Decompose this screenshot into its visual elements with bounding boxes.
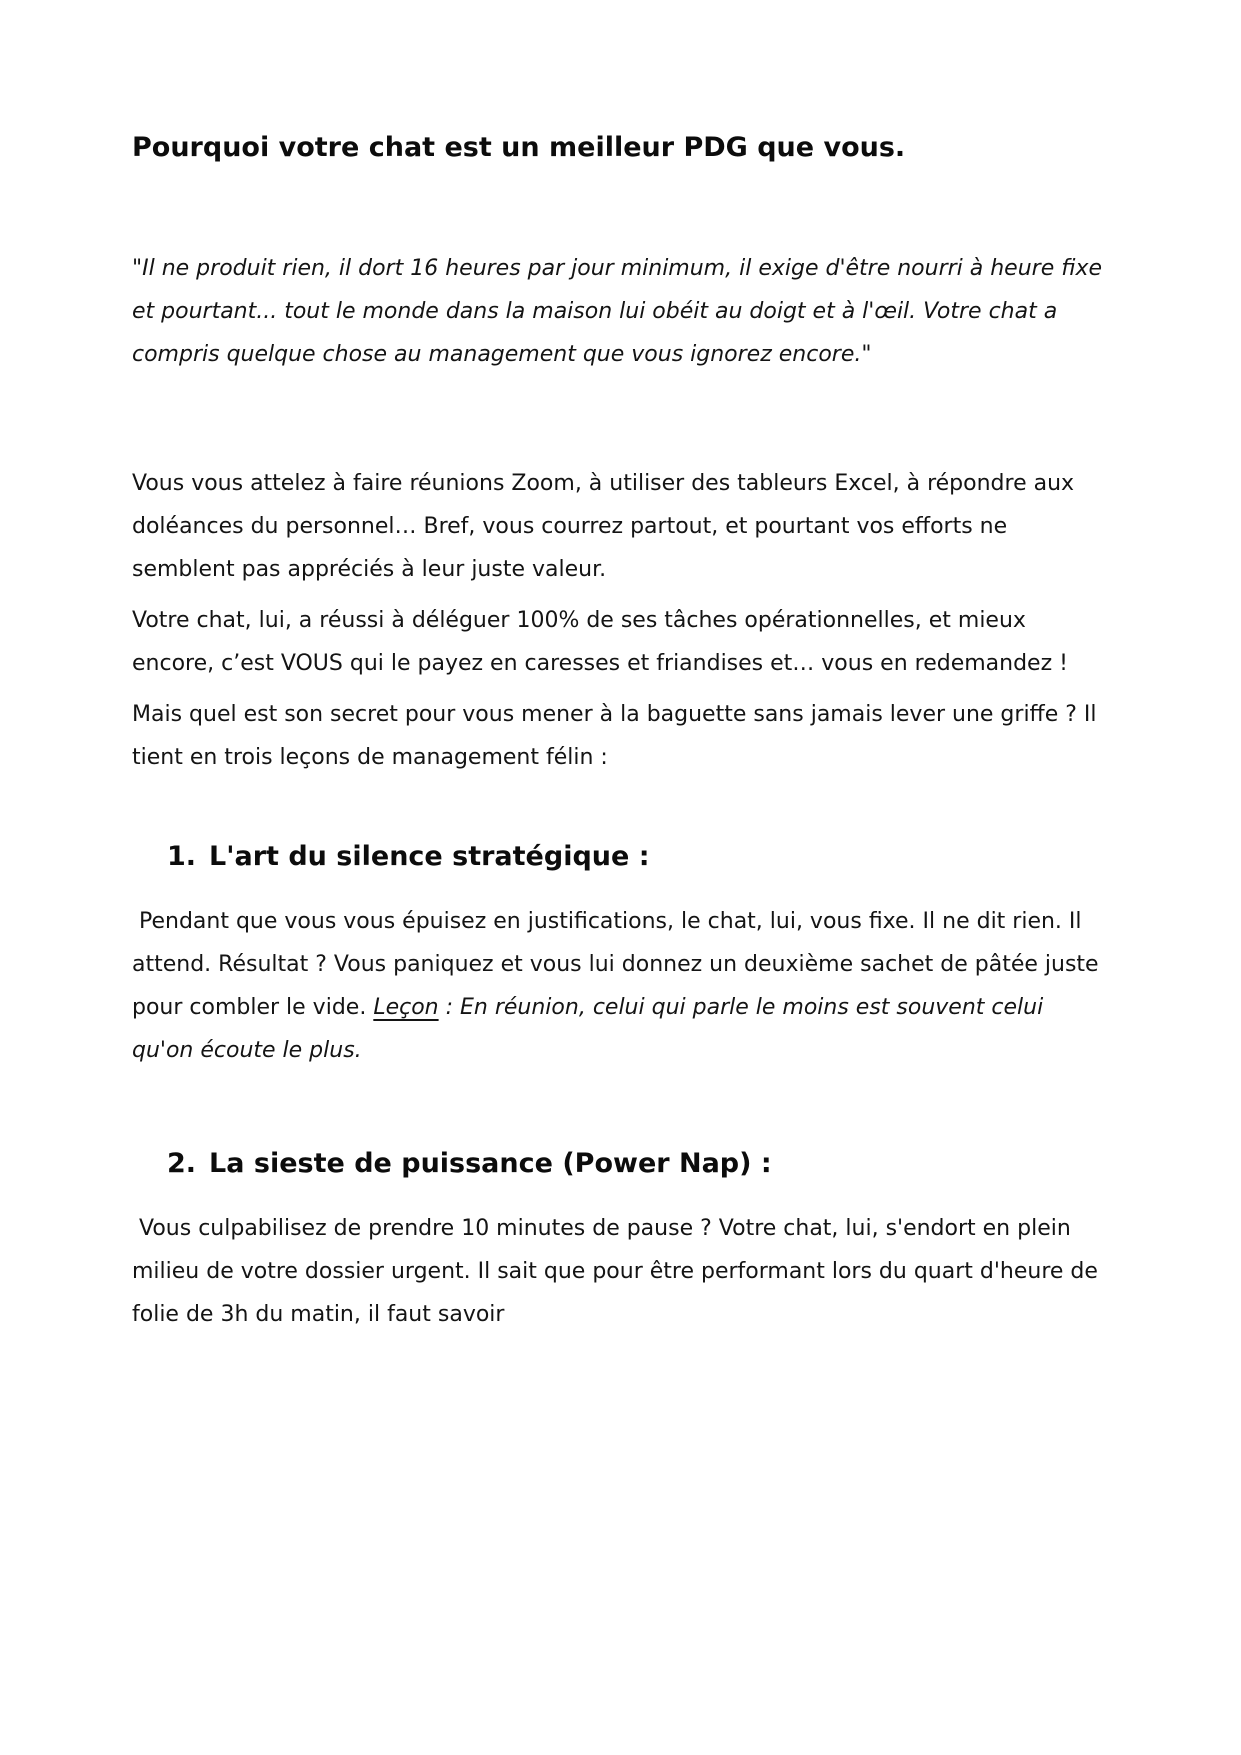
section-2-heading-text: La sieste de puissance (Power Nap) :: [209, 1148, 772, 1180]
section-1-body-text: Pendant que vous vous épuisez en justifications, le chat, lui, vous fixe. Il ne dit rien. Il attend. Résultat ? Vous paniquez et vous lui donnez un deuxième sachet de pâtée juste pour combler le vide.: [132, 909, 1106, 1021]
intro-paragraph-1: Vous vous attelez à faire réunions Zoom, à utiliser des tableurs Excel, à répondre aux doléances du personnel… Bref, vous courrez partout, et pourtant vos efforts ne semblent pas appréciés à leur juste valeur.: [132, 471, 1082, 583]
section-1-heading-text: L'art du silence stratégique :: [209, 841, 650, 873]
section-1-lesson-text: : En réunion, celui qui parle le moins est souvent celui qu'on écoute le plus.: [132, 995, 1051, 1064]
intro-quote: "Il ne produit rien, il dort 16 heures par jour minimum, il exige d'être nourri à heure fixe et pourtant... tout le monde dans la maison lui obéit au doigt et à l'œil. Votre chat a compris quelque chose au management que vous ignorez encore.": [132, 256, 1109, 368]
section-1-lesson-label: Leçon: [373, 995, 439, 1021]
article-title: Pourquoi votre chat est un meilleur PDG que vous.: [132, 132, 906, 163]
section-2-number: 2.: [167, 1148, 197, 1180]
section-2-paragraph: [132, 1207, 1111, 1336]
intro-paragraph-2: Votre chat, lui, a réussi à déléguer 100% de ses tâches opérationnelles, et mieux encore, c’est VOUS qui le payez en caresses et friandises et… vous en redemandez !: [132, 608, 1068, 677]
section-2-heading: [167, 1148, 1111, 1179]
intro-paragraph-3: Mais quel est son secret pour vous mener à la baguette sans jamais lever une griffe ? Il tient en trois leçons de management félin :: [132, 702, 1104, 771]
section-1-paragraph: [132, 900, 1111, 1072]
section-1-number: 1.: [167, 841, 197, 873]
section-2-body-text: Vous culpabilisez de prendre 10 minutes de pause ? Votre chat, lui, s'endort en plein milieu de votre dossier urgent. Il sait que pour être performant lors du quart d'heure de folie de 3h du matin, il faut savoir: [132, 1216, 1105, 1328]
section-1-heading: [167, 841, 1111, 872]
